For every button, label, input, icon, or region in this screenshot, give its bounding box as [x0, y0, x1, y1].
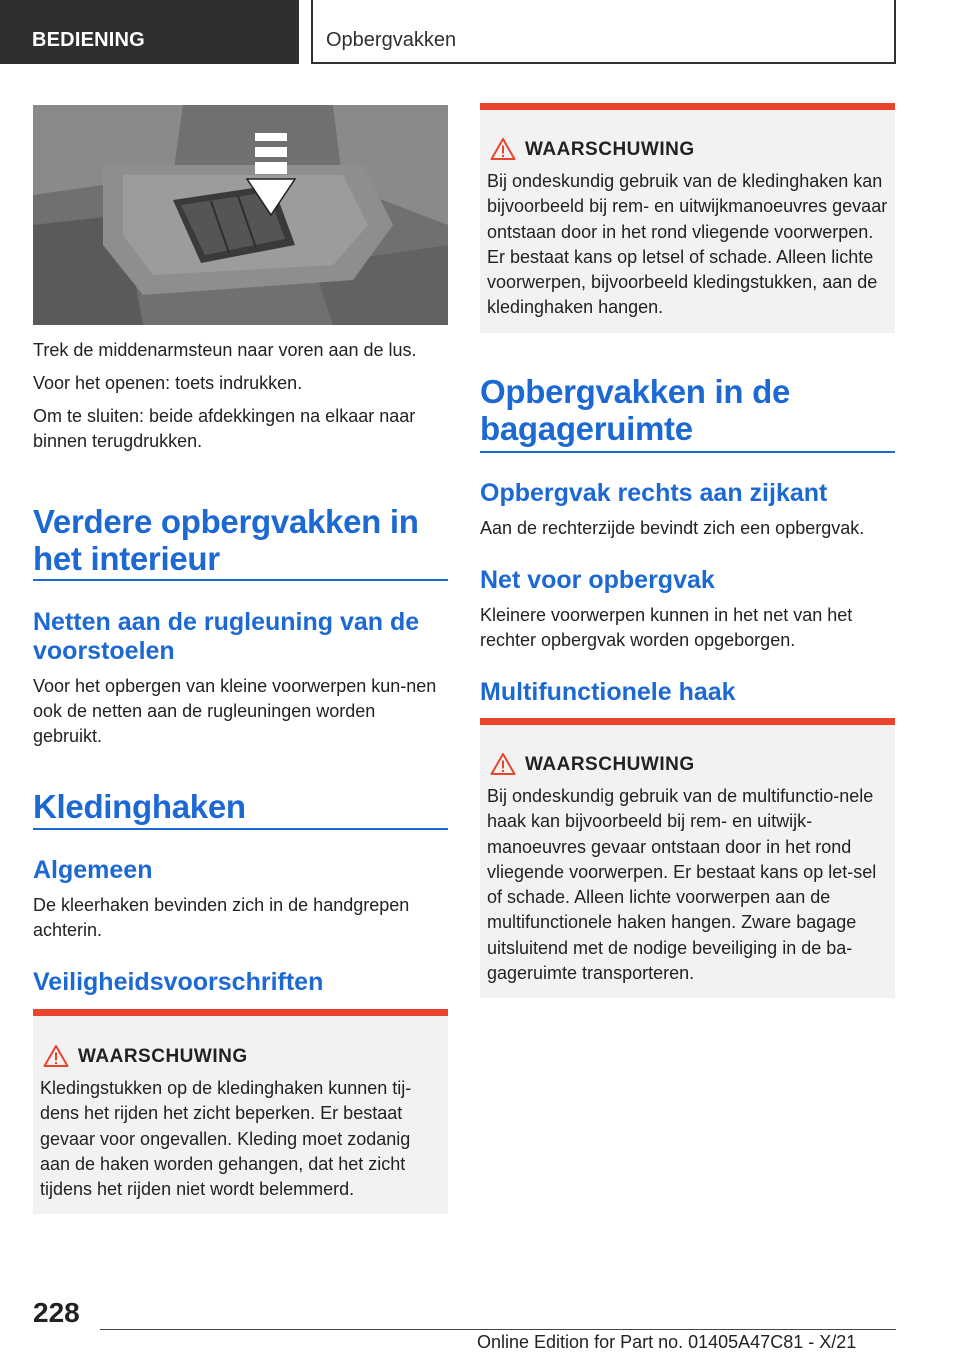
paragraph-close: Om te sluiten: beide afdekkingen na elkaar naar binnen terugdrukken. [33, 406, 416, 451]
warning-title: WAARSCHUWING [78, 1046, 248, 1067]
warning-text: Kledingstukken op de kledinghaken kunnen tij-dens het rijden het zicht beperken. Er bestaat gevaar voor ongevallen. Kleding moet zodanig aan de haken worden gehangen, dat het zicht tijdens het rijden niet wordt belemmerd. [40, 1078, 412, 1200]
section-title: BEDIENING [32, 29, 145, 51]
edition-note: Online Edition for Part no. 01405A47C81 - X/21 [477, 1332, 857, 1352]
heading-veiligheidsvoorschriften: Veiligheidsvoorschriften [33, 968, 324, 996]
warning-box-kledinghaken [33, 1009, 448, 1214]
heading-rule [480, 451, 895, 453]
paragraph-open: Voor het openen: toets indrukken. [33, 373, 303, 393]
heading-rule [33, 828, 448, 830]
section-tab [0, 0, 299, 64]
paragraph-netten: Voor het opbergen van kleine voorwerpen kun-nen ook de netten aan de rugleuningen worden gebruikt. [33, 676, 437, 746]
warning-box-multifunctionele-haak [480, 718, 895, 998]
heading-net-voor-opbergvak: Net voor opbergvak [480, 566, 715, 594]
chapter-title: Opbergvakken [326, 29, 457, 51]
warning-text: Bij ondeskundig gebruik van de kledinghaken kan bijvoorbeeld bij rem- en uitwijkmanoeuvres gevaar ontstaan door in het rond vliegende voorwerpen. Er bestaat kans op letsel of schade. Alleen lichte voorwerpen, bijvoorbeeld kledingstukken, aan de kledinghaken hangen. [487, 171, 888, 318]
warning-title: WAARSCHUWING [525, 754, 695, 775]
warning-triangle-icon [490, 752, 516, 776]
heading-algemeen: Algemeen [33, 856, 153, 884]
paragraph-net: Kleinere voorwerpen kunnen in het net van het rechter opbergvak worden opgeborgen. [480, 605, 853, 650]
warning-box-kledinghaken-gebruik [480, 103, 895, 333]
paragraph-algemeen: De kleerhaken bevinden zich in de handgrepen achterin. [33, 895, 410, 940]
heading-netten: Netten aan de rugleuning van de voorstoelen [33, 608, 420, 665]
paragraph-opbergvak-rechts: Aan de rechterzijde bevindt zich een opbergvak. [480, 518, 865, 538]
warning-title: WAARSCHUWING [525, 139, 695, 160]
warning-triangle-icon [490, 137, 516, 161]
footer-rule [100, 1329, 896, 1330]
warning-text: Bij ondeskundig gebruik van de multifunctio-nele haak kan bijvoorbeeld bij rem- en uitwijk-manoeuvres gevaar ontstaan door in het rond vliegende voorwerpen. Er bestaat kans op let-sel of schade. Alleen lichte voorwerpen aan de multifunctionele haken hangen. Zware bagage uitsluitend met de nodige beveiliging in de ba-gageruimte transporteren. [487, 786, 877, 984]
warning-triangle-icon [43, 1044, 69, 1068]
armrest-illustration [33, 105, 448, 325]
heading-opbergvakken-bagageruimte: Opbergvakken in de bagageruimte [480, 373, 791, 447]
heading-opbergvak-rechts: Opbergvak rechts aan zijkant [480, 479, 828, 507]
chapter-tab [311, 0, 896, 64]
page-number: 228 [33, 1297, 80, 1328]
heading-verdere-opbergvakken: Verdere opbergvakken in het interieur [33, 503, 419, 577]
heading-multifunctionele-haak: Multifunctionele haak [480, 678, 736, 706]
heading-rule [33, 579, 448, 581]
heading-kledinghaken: Kledinghaken [33, 788, 246, 825]
armrest-drawing [33, 105, 448, 325]
paragraph-pull-armrest: Trek de middenarmsteun naar voren aan de lus. [33, 340, 417, 360]
